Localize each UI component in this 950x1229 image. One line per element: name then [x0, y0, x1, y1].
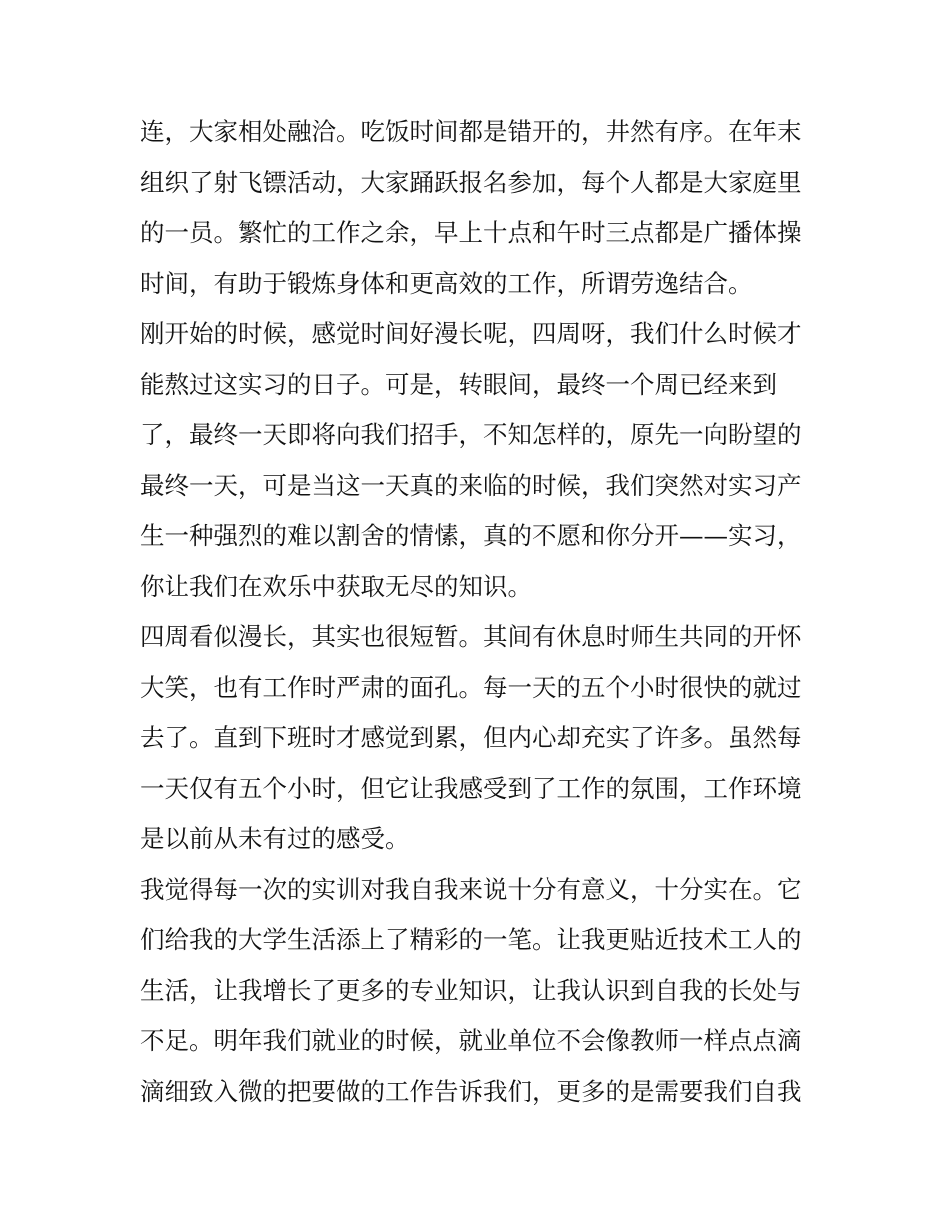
text-line: 生活，让我增长了更多的专业知识，让我认识到自我的长处与 — [140, 975, 802, 1005]
text-line: 能熬过这实习的日子。可是，转眼间，最终一个周已经来到 — [140, 369, 777, 399]
text-line: 不足。明年我们就业的时候，就业单位不会像教师一样点点滴 — [140, 1026, 802, 1055]
text-line: 我觉得每一次的实训对我自我来说十分有意义，十分实在。它 — [140, 874, 802, 904]
text-line: 去了。直到下班时才感觉到累，但内心却充实了许多。虽然每 — [140, 723, 802, 752]
text-line: 们给我的大学生活添上了精彩的一笔。让我更贴近技术工人的 — [140, 925, 802, 954]
text-line: 的一员。繁忙的工作之余，早上十点和午时三点都是广播体操 — [140, 218, 802, 247]
text-line: 了，最终一天即将向我们招手，不知怎样的，原先一向盼望的 — [140, 420, 802, 449]
document-body — [140, 107, 820, 1117]
text-line: 大笑，也有工作时严肃的面孔。每一天的五个小时很快的就过 — [140, 672, 802, 702]
text-line: 四周看似漫长，其实也很短暂。其间有休息时师生共同的开怀 — [140, 622, 802, 651]
text-line: 组织了射飞镖活动，大家踊跃报名参加，每个人都是大家庭里 — [140, 167, 802, 197]
text-line: 最终一天，可是当这一天真的来临的时候，我们突然对实习产 — [140, 470, 802, 500]
text-line: 连，大家相处融洽。吃饭时间都是错开的，井然有序。在年末 — [140, 117, 802, 146]
text-line: 时间，有助于锻炼身体和更高效的工作，所谓劳逸结合。 — [140, 268, 753, 298]
text-line: 你让我们在欢乐中获取无尽的知识。 — [140, 571, 532, 601]
text-line: 滴细致入微的把要做的工作告诉我们，更多的是需要我们自我 — [140, 1076, 802, 1106]
text-line: 生一种强烈的难以割舍的情愫，真的不愿和你分开——实习， — [140, 521, 802, 550]
text-line: 是以前从未有过的感受。 — [140, 824, 410, 853]
text-line: 一天仅有五个小时，但它让我感受到了工作的氛围，工作环境 — [140, 773, 802, 803]
text-line: 刚开始的时候，感觉时间好漫长呢，四周呀，我们什么时候才 — [140, 319, 802, 348]
